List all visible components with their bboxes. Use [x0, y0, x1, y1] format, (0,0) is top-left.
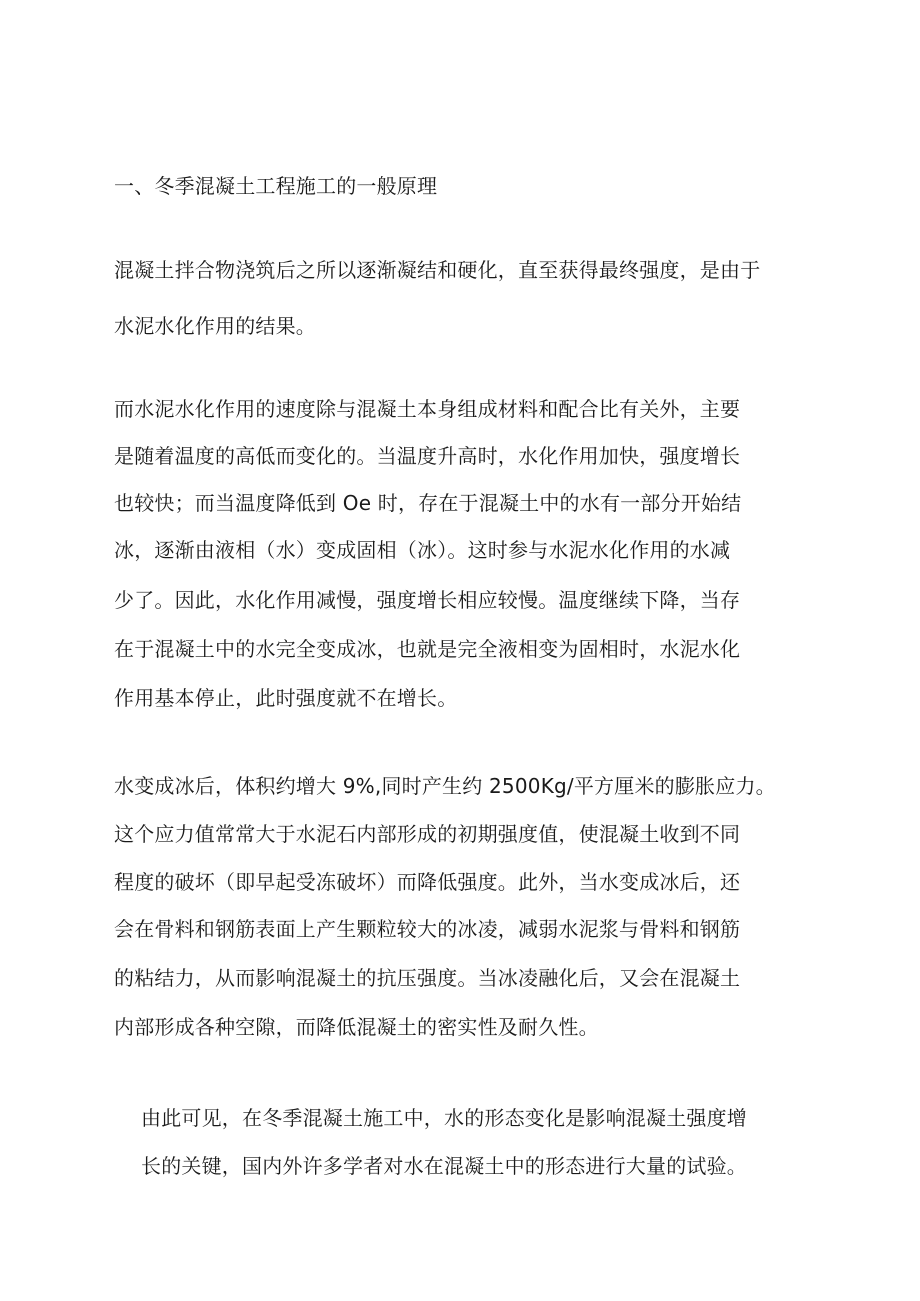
paragraph-1-line-1: 混凝土拌合物浇筑后之所以逐渐凝结和硬化，直至获得最终强度，是由于	[114, 258, 761, 282]
paragraph-2-line-2: 是随着温度的高低而变化的。当温度升高时，水化作用加快，强度增长	[114, 444, 741, 468]
section-heading: 一、冬季混凝土工程施工的一般原理	[114, 174, 438, 198]
paragraph-2-line-6: 在于混凝土中的水完全变成冰，也就是完全液相变为固相时，水泥水化	[114, 637, 741, 661]
paragraph-2-line-4: 冰，逐渐由液相（水）变成固相（冰）。这时参与水泥水化作用的水减	[114, 538, 731, 562]
paragraph-4-line-1: 由此可见，在冬季混凝土施工中，水的形态变化是影响混凝土强度增	[141, 1106, 747, 1130]
paragraph-3-line-5: 的粘结力，从而影响混凝土的抗压强度。当冰凌融化后，又会在混凝土	[114, 966, 741, 990]
paragraph-3-line-6: 内部形成各种空隙，而降低混凝土的密实性及耐久性。	[114, 1015, 599, 1039]
paragraph-2-line-7: 作用基本停止，此时强度就不在增长。	[114, 686, 458, 710]
paragraph-2-line-5: 少了。因此，水化作用减慢，强度增长相应较慢。温度继续下降，当存	[114, 588, 741, 612]
paragraph-4-line-2: 长的关键，国内外许多学者对水在混凝土中的形态进行大量的试验。	[141, 1154, 747, 1178]
paragraph-3-line-3: 程度的破坏（即早起受冻破坏）而降低强度。此外，当水变成冰后，还	[114, 870, 741, 894]
paragraph-2-line-1: 而水泥水化作用的速度除与混凝土本身组成材料和配合比有关外，主要	[114, 397, 741, 421]
paragraph-3-line-4: 会在骨料和钢筋表面上产生颗粒较大的冰凌，减弱水泥浆与骨料和钢筋	[114, 917, 741, 941]
paragraph-1-line-2: 水泥水化作用的结果。	[114, 314, 316, 338]
paragraph-3-line-2: 这个应力值常常大于水泥石内部形成的初期强度值，使混凝土收到不同	[114, 822, 741, 846]
paragraph-2-line-3: 也较快；而当温度降低到 Oe 时，存在于混凝土中的水有一部分开始结	[114, 491, 742, 515]
paragraph-3-line-1: 水变成冰后，体积约增大 9%,同时产生约 2500Kg/平方厘米的膨胀应力。	[114, 774, 776, 798]
